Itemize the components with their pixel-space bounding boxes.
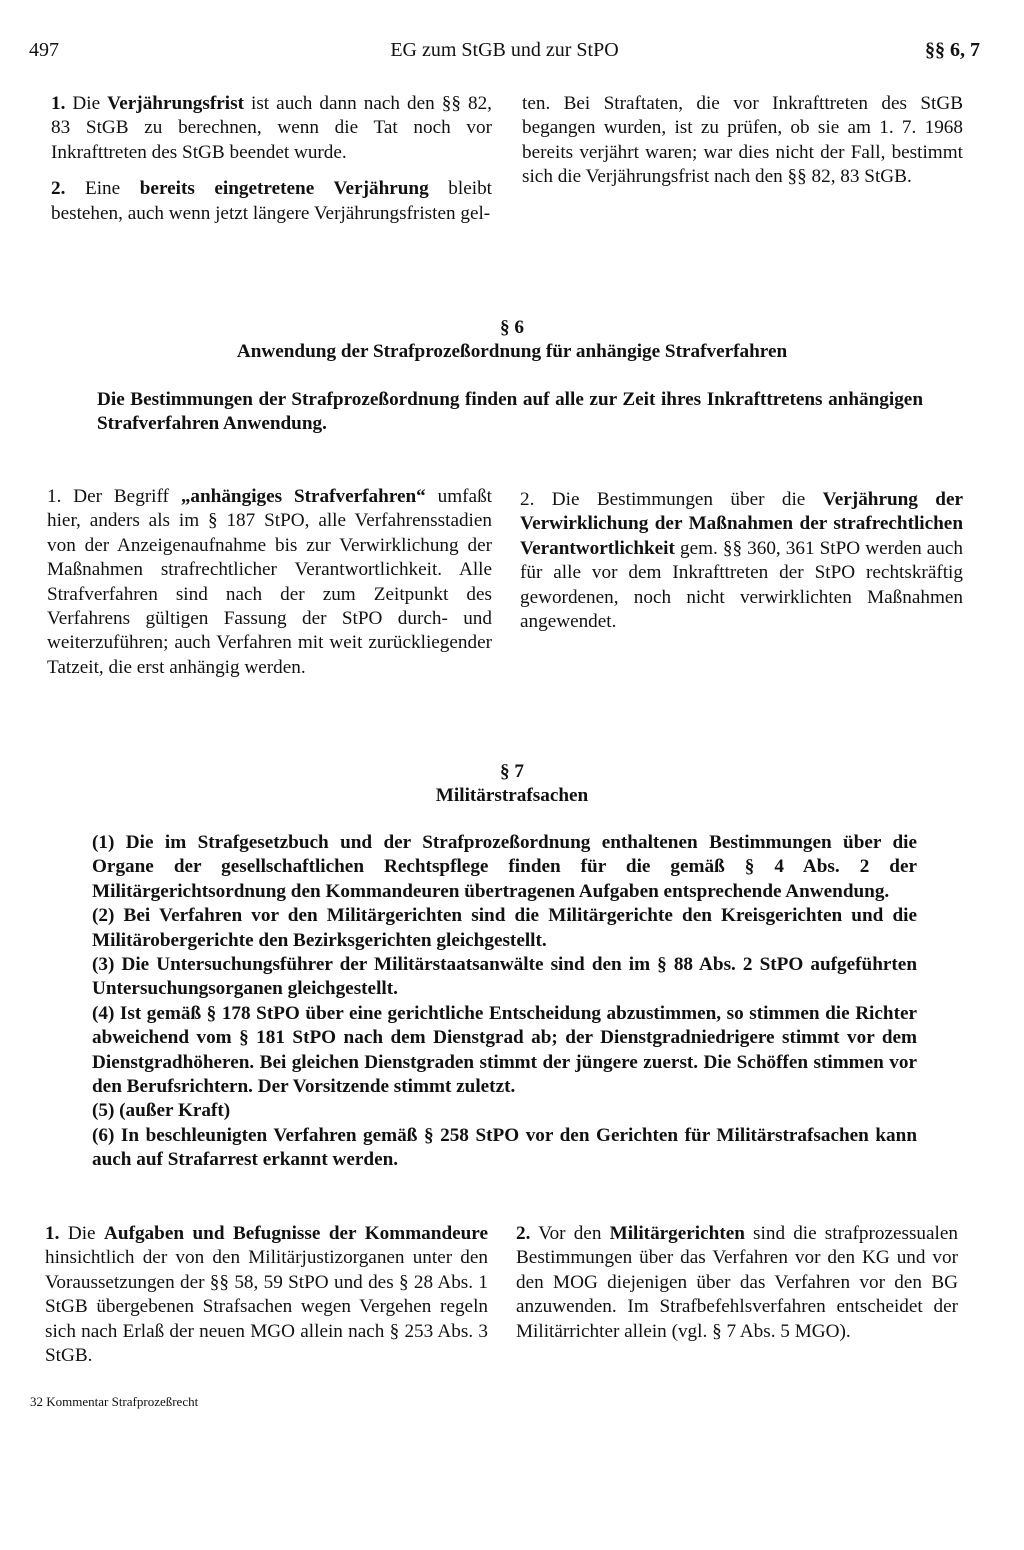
statute-paragraph-6: (6) In beschleunigten Verfahren gemäß § 258 StPO vor den Gerichten für Militärstrafsachen kann auch auf Strafarrest erkannt werden. — [92, 1124, 917, 1171]
intro-left-column — [51, 92, 492, 226]
section-7-commentary-right — [516, 1222, 958, 1344]
section-7-note-2: 2. Vor den Militärgerichten sind die strafprozessualen Bestimmungen über das Verfahren vor den KG und vor den MOG diejenigen über das Verfahren vor den BG anzuwenden. Im Strafbefehlsverfahren entscheidet der Militärrichter allein (vgl. § 7 Abs. 5 MGO). — [516, 1223, 958, 1342]
section-6-note-2: 2. Die Bestimmungen über die Verjährung der Verwirklichung der Maßnahmen der strafrechtlichen Verantwortlichkeit gem. §§ 360, 361 StPO werden auch für alle vor dem Inkrafttreten der StPO rechtskräftig gewordenen, noch nicht verwirklichten Maßnahmen angewendet. — [520, 489, 963, 633]
running-title: EG zum StGB und zur StPO — [390, 39, 619, 61]
intro-note-1: 1. Die Verjährungsfrist ist auch dann nach den §§ 82, 83 StGB zu berechnen, wenn die Tat noch vor Inkrafttreten des StGB beendet wurde. — [51, 93, 492, 163]
page-footer: 32 Kommentar Strafprozeßrecht — [30, 1394, 199, 1409]
statute-paragraph-1: (1) Die im Strafgesetzbuch und der Strafprozeßordnung enthaltenen Bestimmungen über die Organe der gesellschaftlichen Rechtspflege finden für die gemäß § 4 Abs. 2 der Militärgerichtsordnung den Kommandeuren übertragenen Aufgaben entsprechende Anwendung. — [92, 832, 917, 902]
page-header — [29, 38, 980, 66]
section-7-number: § 7 — [500, 761, 524, 782]
section-6-title: Anwendung der Strafprozeßordnung für anhängige Strafverfahren — [236, 341, 788, 362]
statute-paragraph-4: (4) Ist gemäß § 178 StPO über eine gerichtliche Entscheidung abzustimmen, so stimmen die Richter abweichend vom § 181 StPO nach dem Dienstgrad ab; der Dienstgradniedrigere stimmt vor dem Dienstgradhöheren. Bei gleichen Dienstgraden stimmt der jüngere zuerst. Die Schöffen stimmen vor den Berufsrichtern. Der Vorsitzende stimmt zuletzt. — [92, 1002, 917, 1098]
statute-paragraph-2: (2) Bei Verfahren vor den Militärgerichten sind die Militärgerichte den Kreisgerichten und die Militärobergerichte den Bezirksgerichten gleichgestellt. — [92, 905, 917, 951]
section-7-title: Militärstrafsachen — [435, 785, 589, 806]
intro-note-2: 2. Eine bereits eingetretene Verjährung bleibt bestehen, auch wenn jetzt längere Verjährungsfristen gel- — [51, 178, 492, 224]
section-6-commentary-right — [520, 488, 963, 634]
section-6-commentary-left — [47, 485, 492, 680]
statute-paragraph-3: (3) Die Untersuchungsführer der Militärstaatsanwälte sind den im § 88 Abs. 2 StPO aufgeführten Untersuchungsorganen gleichgestellt. — [92, 954, 917, 1000]
section-7-statute — [92, 831, 917, 1173]
section-6-number: § 6 — [500, 317, 524, 338]
statute-paragraph-5: (5) (außer Kraft) — [92, 1100, 231, 1122]
section-6-statute: Die Bestimmungen der Strafprozeßordnung finden auf alle zur Zeit ihres Inkrafttretens anhängigen Strafverfahren Anwendung. — [97, 389, 923, 435]
section-6-note-1: 1. Der Begriff „anhängiges Strafverfahren“ umfaßt hier, anders als im § 187 StPO, alle Verfahrensstadien von der Anzeigenaufnahme bis zur Verwirklichung der Maßnahmen strafrechtlicher Verantwortlichkeit. Alle Strafverfahren sind nach der zum Zeitpunkt des Verfahrens gültigen Fassung der StPO durch- und weiterzuführen; auch Verfahren mit weit zurückliegender Tatzeit, die erst anhängig werden. — [47, 486, 492, 678]
section-7-note-1: 1. Die Aufgaben und Befugnisse der Kommandeure hinsichtlich der von den Militärjustizorganen unter den Voraussetzungen der §§ 58, 59 StPO und des § 28 Abs. 1 StGB übergebenen Strafsachen wegen Vergehen regeln sich nach Erlaß der neuen MGO allein nach § 253 Abs. 3 StGB. — [45, 1223, 488, 1367]
section-7-commentary-left — [45, 1222, 488, 1368]
intro-right-column — [522, 92, 963, 190]
intro-note-continuation: ten. Bei Straftaten, die vor Inkrafttreten des StGB begangen wurden, ist zu prüfen, ob sie am 1. 7. 1968 bereits verjährt waren; war dies nicht der Fall, bestimmt sich die Verjährungsfrist nach den §§ 82, 83 StGB. — [522, 93, 963, 188]
page-number: 497 — [29, 39, 59, 61]
section-reference: §§ 6, 7 — [925, 39, 980, 61]
